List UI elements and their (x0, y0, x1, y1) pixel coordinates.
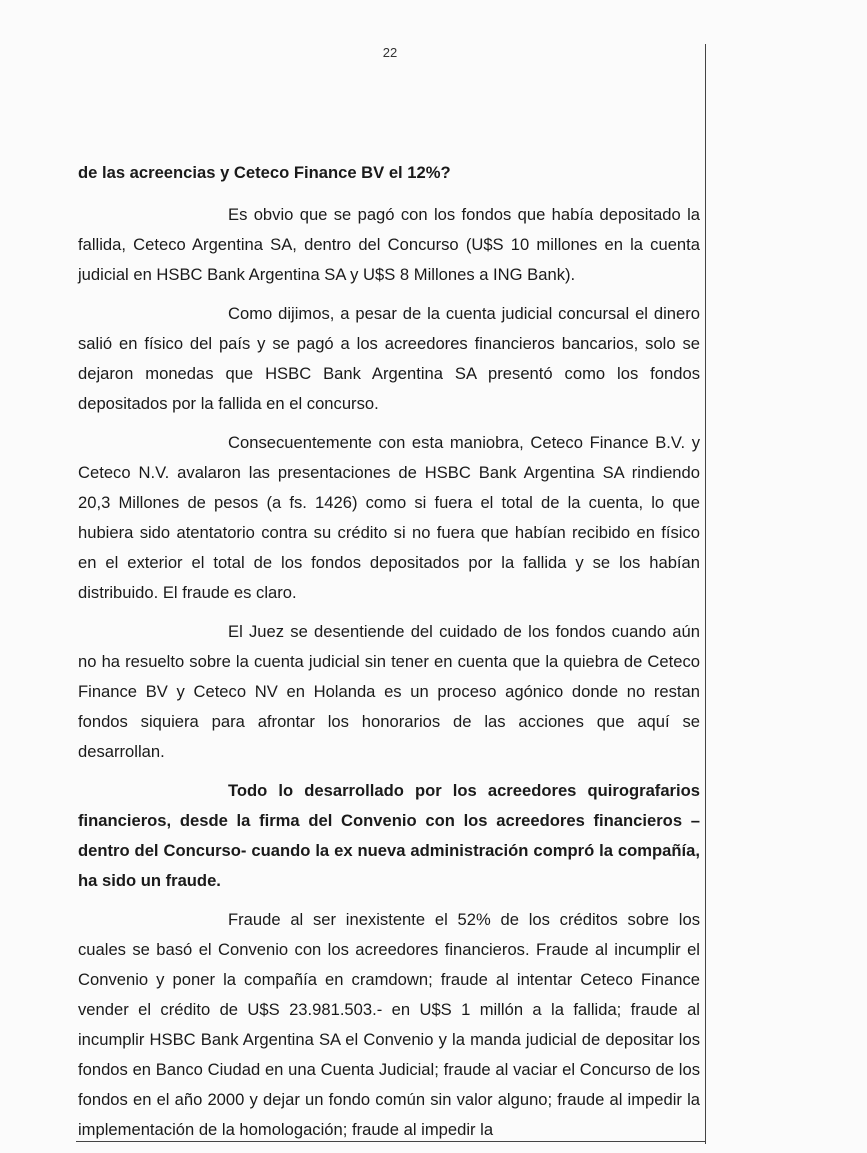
document-body (78, 158, 700, 1145)
paragraph-fraud-statement: Todo lo desarrollado por los acreedores quirografarios financieros, desde la firma del Convenio con los acreedores financieros – dentro del Concurso- cuando la ex nueva administración compró la compañía, ha sido un fraude. (78, 781, 700, 890)
paragraph-funds-left-country: Como dijimos, a pesar de la cuenta judicial concursal el dinero salió en físico del país y se pagó a los acreedores financieros bancarios, solo se dejaron monedas que HSBC Bank Argentina SA presentó como los fondos depositados por la fallida en el concurso. (78, 304, 700, 413)
paragraph-payment-source: Es obvio que se pagó con los fondos que había depositado la fallida, Ceteco Argentina SA, dentro del Concurso (U$S 10 millones en la cuenta judicial en HSBC Bank Argentina SA y U$S 8 Millones a ING Bank). (78, 205, 700, 284)
paragraph-consequently: Consecuentemente con esta maniobra, Ceteco Finance B.V. y Ceteco N.V. avalaron las presentaciones de HSBC Bank Argentina SA rindiendo 20,3 Millones de pesos (a fs. 1426) como si fuera el total de la cuenta, lo que hubiera sido atentatorio contra su crédito si no fuera que habían recibido en físico en el exterior el total de los fondos depositados por la fallida y se los habían distribuido. El fraude es claro. (78, 433, 700, 602)
paragraph-question: de las acreencias y Ceteco Finance BV el 12%? (78, 163, 451, 182)
page-number: 22 (382, 45, 398, 60)
margin-rule (705, 44, 706, 1144)
paragraph-judge: El Juez se desentiende del cuidado de los fondos cuando aún no ha resuelto sobre la cuenta judicial sin tener en cuenta que la quiebra de Ceteco Finance BV y Ceteco NV en Holanda es un proceso agónico donde no restan fondos siquiera para afrontar los honorarios de las acciones que aquí se desarrollan. (78, 622, 700, 761)
paragraph-fraud-list: Fraude al ser inexistente el 52% de los créditos sobre los cuales se basó el Convenio con los acreedores financieros. Fraude al incumplir el Convenio y poner la compañía en cramdown; fraude al intentar Ceteco Finance vender el crédito de U$S 23.981.503.- en U$S 1 millón a la fallida; fraude al incumplir HSBC Bank Argentina SA el Convenio y la manda judicial de depositar los fondos en Banco Ciudad en una Cuenta Judicial; fraude al vaciar el Concurso de los fondos en el año 2000 y dejar un fondo común sin valor alguno; fraude al impedir la implementación de la homologación; fraude al impedir la (78, 910, 700, 1139)
